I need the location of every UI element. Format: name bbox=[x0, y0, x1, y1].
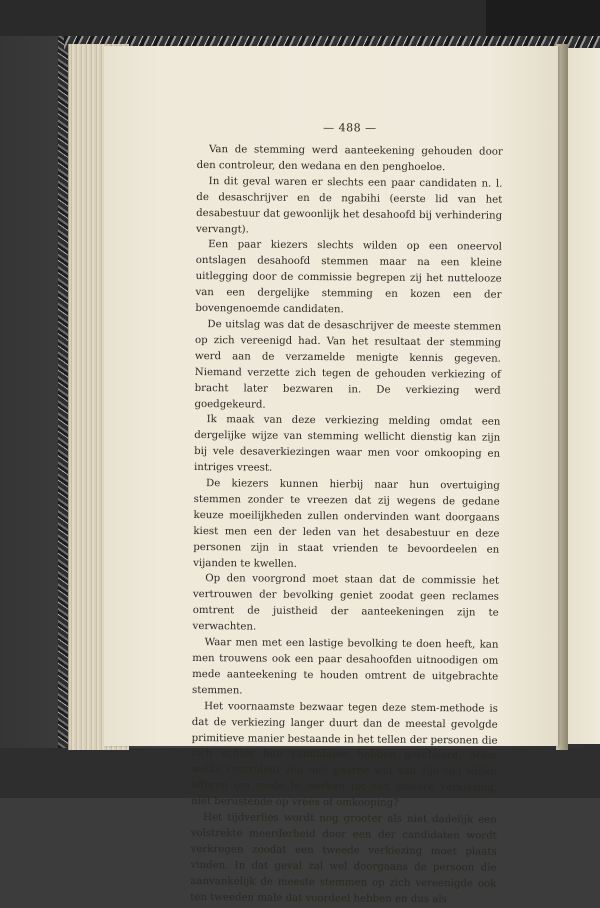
paragraph: Waar men met een lastige bevolking te doen heeft, kan men trouwens ook een paar desahoofden uitnoodigen om mede aanteekening te houden omtrent de uitgebrachte stemmen. bbox=[191, 637, 499, 697]
facing-page-edge bbox=[566, 48, 600, 744]
paragraph: Het tijdverlies wordt nog grooter als niet dadelijk een volstrekte meerderheid door een der candidaten wordt verkregen zoodat een tweede verkiezing moet plaats vinden. In dat geval zal wel doorgaans de persoon die aanvankelijk de meeste stemmen op zich vereenigde ook ten tweeden male dat voordeel hebben en dus als bbox=[190, 812, 497, 905]
page-text bbox=[190, 120, 503, 908]
paragraph: Op den voorgrond moet staan dat de commissie het vertrouwen der bevolking geniet zoodat geen reclames omtrent de juistheid der aanteekeningen zijn te verwachten. bbox=[192, 573, 500, 633]
paragraph: Van de stemming werd aanteekening gehouden door den controleur, den wedana en den penghoeloe. bbox=[196, 144, 503, 174]
paragraph: Ik maak van deze verkiezing melding omdat een dergelijke wijze van stemming wellicht dienstig kan zijn bij vele desaverkiezingen waar men voor omkooping en intriges vreest. bbox=[193, 414, 501, 474]
page-number: — 488 — bbox=[323, 121, 377, 135]
paragraph: Een paar kiezers slechts wilden op een oneervol ontslagen desahoofd stemmen maar na een kleine uitlegging door de commissie begrepen zij het nuttelooze van een dergelijke stemming en kozen een der bovengenoemde candidaten. bbox=[195, 239, 502, 316]
paragraph: In dit geval waren er slechts een paar candidaten n. l. de desaschrijver en de ngabihi (eerste lid van het desabestuur dat gewoonlijk het desahoofd bij verhindering vervangt). bbox=[196, 175, 503, 235]
paragraph: De kiezers kunnen hierbij naar hun overtuiging stemmen zonder te vreezen dat zij wegens de gedane keuze moeilijkheden zullen ondervinden want doorgaans kiest men een der leden van het desabestuur en deze personen zijn in staat vrienden te bevoordeelen en vijanden te kwellen. bbox=[193, 478, 500, 570]
paragraph: De uitslag was dat de desaschrijver de meeste stemmen op zich vereenigd had. Van het resultaat der stemming werd aan de verzamelde menigte kennis gegeven. Niemand verzette zich tegen de gehouden verkiezing of bracht later bezwaren in. De verkiezing werd goedgekeurd. bbox=[194, 319, 502, 411]
book-spine-shadow bbox=[486, 0, 600, 36]
paragraph: Het voornaamste bezwaar tegen deze stem-methode is dat de verkiezing langer duurt dan de meestal gevolgde primitieve manier bestaande in het tellen der personen die zich achter hun candidaten hebben geschaard. Maar welke controleur zou niet gaarne wat van zijn tijd willen offeren om mede te werken tot een zuivere verkiezing, niet berustende op vrees of omkooping? bbox=[191, 700, 498, 809]
